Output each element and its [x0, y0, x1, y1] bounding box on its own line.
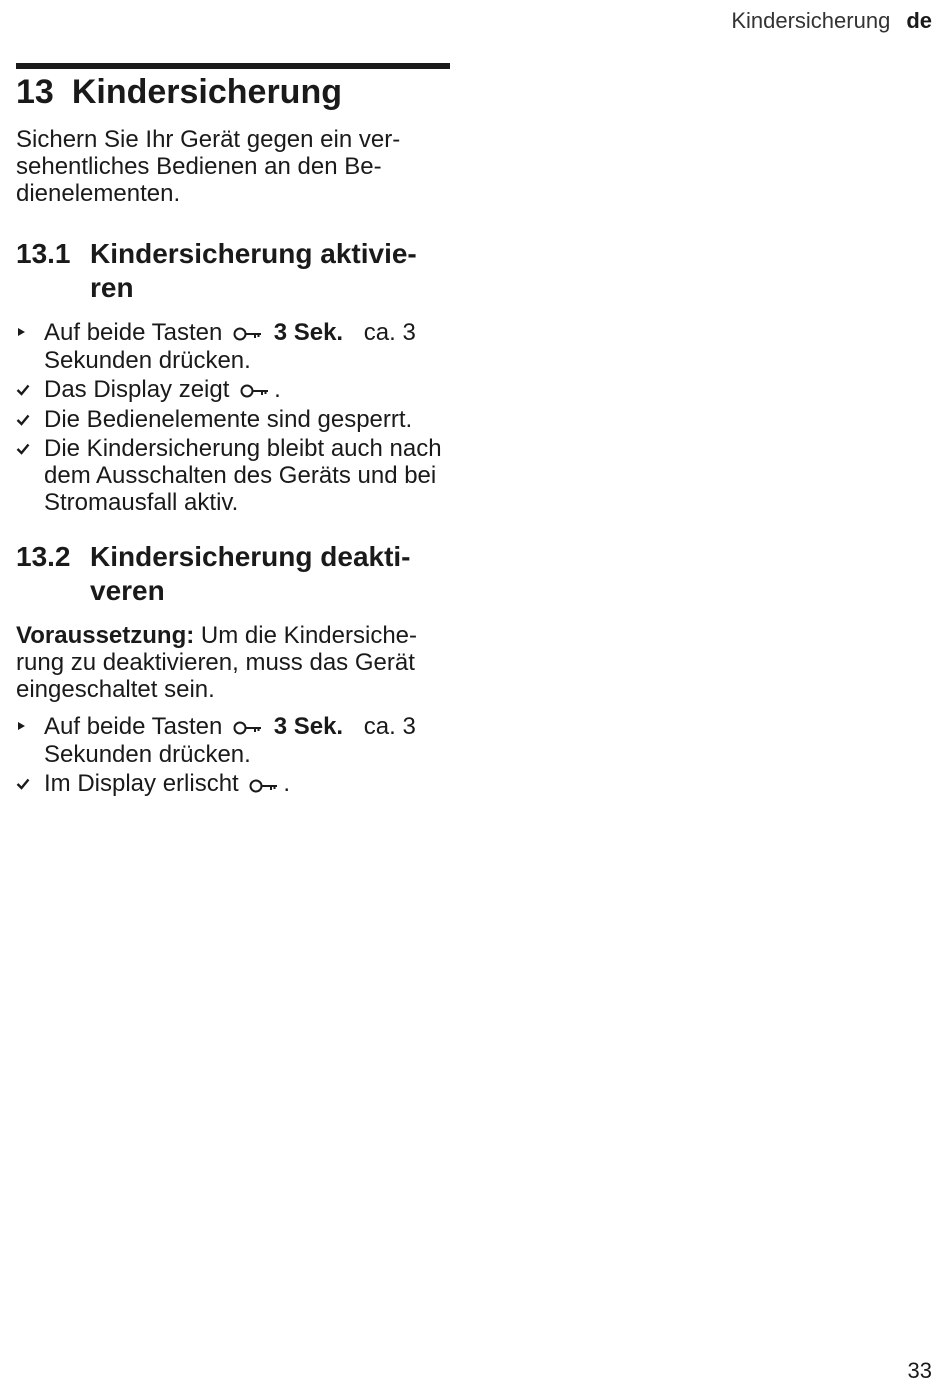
- result-item: [16, 406, 456, 433]
- key-icon: [233, 320, 263, 347]
- prerequisite-label: Voraussetzung:: [16, 622, 195, 650]
- header-language: de: [906, 8, 932, 33]
- deactivate-steps: [16, 713, 456, 798]
- section-title: Kindersicherung aktivie-ren: [90, 238, 417, 303]
- result-text: Im Display erlischt: [44, 770, 239, 798]
- page-number: 33: [907, 1358, 932, 1383]
- triangle-bullet-icon: [16, 713, 44, 768]
- result-item: [16, 770, 456, 798]
- header-section-title: Kindersicherung: [731, 8, 891, 33]
- key-icon: [249, 772, 279, 799]
- step-text-post: ca. 3 Sekunden drücken.: [44, 713, 416, 769]
- section-number: 13.1: [16, 238, 71, 269]
- running-header: [731, 8, 932, 34]
- key-icon: [233, 714, 263, 741]
- check-icon: [16, 770, 44, 798]
- prerequisite: [16, 622, 456, 703]
- step-text: Auf beide Tasten: [44, 319, 223, 346]
- chapter-heading: [16, 72, 456, 112]
- result-text-post: .: [274, 376, 281, 404]
- result-item: [16, 435, 456, 516]
- step-duration: 3 Sek.: [273, 319, 344, 346]
- chapter-rule: [16, 63, 450, 69]
- step-duration: 3 Sek.: [273, 713, 344, 741]
- result-text-post: .: [283, 770, 291, 798]
- chapter-intro: Sichern Sie Ihr Gerät gegen ein ver-sehentliches Bedienen an den Be-dienelementen.: [16, 126, 401, 207]
- prerequisite-text: Um die Kindersiche-rung zu deaktivieren, muss das Gerät eingeschaltet sein.: [16, 622, 418, 704]
- result-text: Die Kindersicherung bleibt auch nach dem Ausschalten des Geräts und bei Stromausfall aktiv.: [44, 435, 442, 517]
- step-item: [16, 319, 456, 374]
- result-text: Die Bedienelemente sind gesperrt.: [44, 406, 413, 434]
- step-text-post: ca. 3 Sekunden drücken.: [44, 319, 416, 375]
- section-title: Kindersicherung deakti-veren: [90, 541, 411, 607]
- main-content: [16, 70, 456, 801]
- key-icon: [240, 377, 270, 404]
- check-icon: [16, 406, 44, 433]
- step-item: [16, 713, 456, 768]
- check-icon: [16, 376, 44, 404]
- chapter-title: Kindersicherung: [71, 73, 342, 111]
- result-text: Das Display zeigt: [44, 376, 230, 404]
- section-heading-deactivate: [16, 540, 456, 608]
- activate-steps: [16, 319, 456, 516]
- step-text: Auf beide Tasten: [44, 713, 223, 741]
- chapter-number: 13: [16, 73, 54, 111]
- result-item: [16, 376, 456, 404]
- section-number: 13.2: [16, 541, 71, 573]
- section-heading-activate: [16, 237, 456, 305]
- triangle-bullet-icon: [16, 319, 44, 374]
- check-icon: [16, 435, 44, 516]
